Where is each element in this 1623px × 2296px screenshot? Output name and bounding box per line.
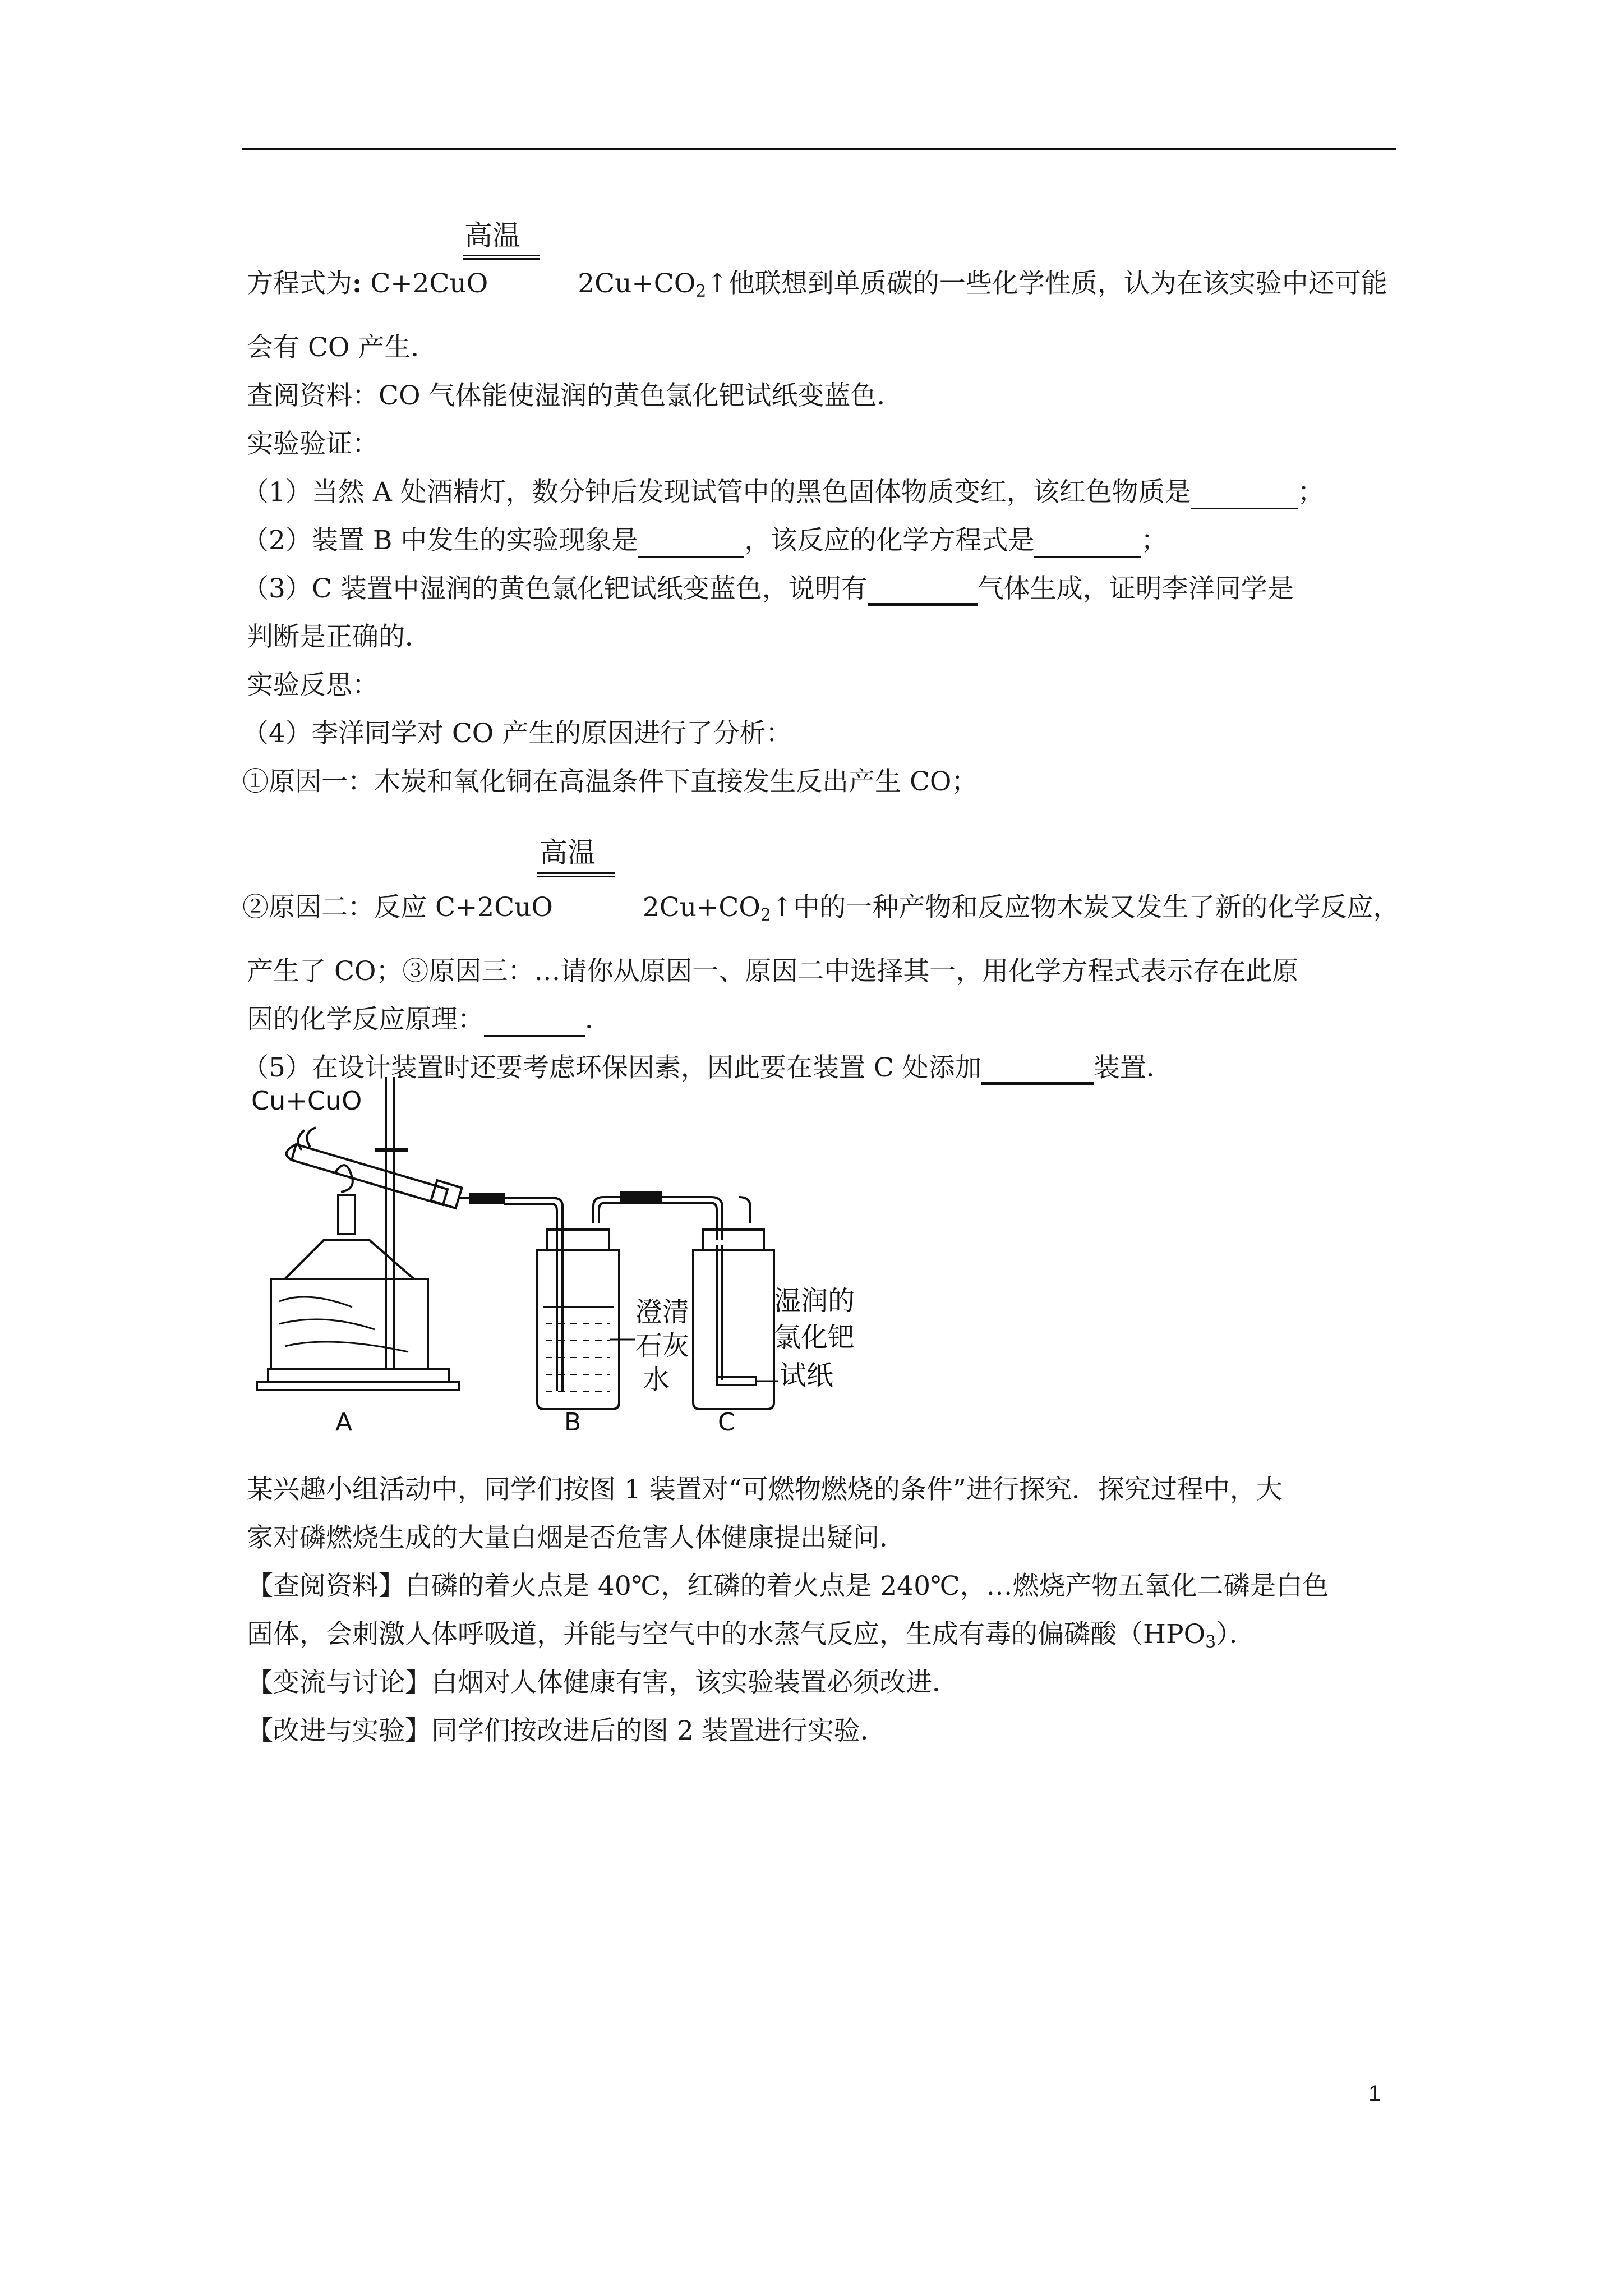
reason-2-pre: ②原因二：反应 C+2CuO	[242, 892, 553, 923]
section2-paragraph-1-line-2: 家对磷燃烧生成的大量白烟是否危害人体健康提出疑问．	[247, 1522, 906, 1553]
equation-line-1	[247, 267, 1387, 309]
answer-blank-2a[interactable]	[638, 530, 744, 558]
section2-p2-subscript: 3	[1205, 1632, 1216, 1652]
label-a: A	[335, 1408, 353, 1437]
bottle-b	[537, 1230, 635, 1409]
text-line-co: 会有 CO 产生．	[247, 332, 437, 363]
question-1-end: ；	[1297, 477, 1324, 508]
bottle-c-label-2: 氯化钯	[774, 1322, 855, 1353]
condition-label-2: 高温	[540, 836, 596, 869]
label-b: B	[564, 1408, 582, 1437]
page-number: 1	[1368, 2081, 1381, 2106]
question-5-text: （5）在设计装置时还要考虑环保因素，因此要在装置 C 处添加	[242, 1052, 981, 1083]
header-rule	[242, 148, 1396, 150]
question-2	[242, 524, 1167, 558]
question-1	[242, 476, 1324, 509]
equation-subscript: 2	[695, 282, 707, 301]
reason-2-subscript: 2	[760, 905, 771, 925]
answer-blank-4[interactable]	[484, 1009, 585, 1037]
section2-paragraph-2-line-1: 【查阅资料】白磷的着火点是 40℃，红磷的着火点是 240℃，…燃烧产物五氧化二磷是白色	[247, 1571, 1329, 1602]
equation-products: 2Cu+CO	[578, 268, 696, 299]
section2-paragraph-2-line-2	[247, 1618, 1256, 1659]
question-3-text: （3）C 装置中湿润的黄色氯化钯试纸变蓝色，说明有	[242, 573, 868, 604]
condition-bar-2	[537, 872, 615, 877]
bottle-c-label-3: 试纸	[780, 1360, 834, 1391]
question-2-end: ；	[1141, 525, 1168, 556]
reason-3-pre: 因的化学反应原理：	[247, 1004, 484, 1035]
question-4: （4）李洋同学对 CO 产生的原因进行了分析：	[242, 718, 792, 749]
apparatus-figure	[240, 1066, 879, 1447]
section2-paragraph-1-line-1: 某兴趣小组活动中，同学们按图 1 装置对“可燃物燃烧的条件”进行探究．探究过程中，大	[247, 1474, 1283, 1505]
text-line-reference: 查阅资料：CO 气体能使湿润的黄色氯化钯试纸变蓝色．	[247, 380, 903, 411]
question-1-text: （1）当然 A 处酒精灯，数分钟后发现试管中的黑色固体物质变红，该红色物质是	[242, 477, 1191, 508]
text-line-verify-heading: 实验验证：	[247, 429, 379, 459]
bottle-b-label-3: 水	[643, 1364, 670, 1395]
bottle-b-label-1: 澄清	[635, 1296, 690, 1328]
tubing	[459, 1193, 750, 1245]
reason-2-products: 2Cu+CO	[642, 892, 760, 923]
alcohol-lamp	[271, 1165, 428, 1369]
condition-bar-1	[463, 255, 540, 260]
bottle-b-label-2: 石灰	[635, 1330, 690, 1361]
reason-2-rest: ↑中的一种产物和反应物木炭又发生了新的化学反应，	[771, 892, 1400, 923]
equation-reactants: C+2CuO	[370, 268, 488, 299]
bottle-c	[693, 1230, 778, 1409]
reason-1: ①原因一：木炭和氧化铜在高温条件下直接发生反出产生 CO；	[242, 766, 978, 797]
equation-colon: :	[352, 268, 362, 299]
reason-3-end: ．	[585, 1004, 611, 1035]
section2-paragraph-3: 【变流与讨论】白烟对人体健康有害，该实验装置必须改进．	[247, 1667, 958, 1698]
condition-label-1: 高温	[464, 219, 520, 252]
label-c: C	[718, 1408, 735, 1437]
question-3	[242, 572, 1294, 606]
bottle-c-label-1: 湿润的	[774, 1285, 855, 1317]
figure-top-label: Cu+CuO	[251, 1085, 362, 1116]
reason-3-line-1: 产生了 CO；③原因三：…请你从原因一、原因二中选择其一，用化学方程式表示存在此原	[247, 956, 1299, 987]
section2-p2-end: ）．	[1216, 1619, 1256, 1650]
reason-3-line-2	[247, 1003, 611, 1037]
answer-blank-3[interactable]	[868, 577, 978, 606]
equation-prefix: 方程式为	[247, 268, 352, 299]
test-tube	[287, 1128, 462, 1208]
question-2-text: （2）装置 B 中发生的实验现象是	[242, 525, 638, 556]
question-5-end: 装置．	[1093, 1052, 1173, 1083]
answer-blank-5[interactable]	[981, 1056, 1094, 1085]
reflection-heading: 实验反思：	[247, 670, 379, 701]
question-3-line-2: 判断是正确的．	[247, 622, 431, 652]
question-3-end: 气体生成，证明李洋同学是	[977, 573, 1294, 604]
reason-2	[242, 891, 1399, 932]
section2-p2-pre: 固体，会刺激人体呼吸道，并能与空气中的水蒸气反应，生成有毒的偏磷酸（HPO	[247, 1619, 1206, 1650]
equation-rest: ↑他联想到单质碳的一些化学性质，认为在该实验中还可能	[706, 268, 1387, 299]
answer-blank-2b[interactable]	[1034, 530, 1141, 558]
answer-blank-1[interactable]	[1191, 482, 1298, 509]
question-2-mid: ，该反应的化学方程式是	[744, 525, 1035, 556]
section2-paragraph-4: 【改进与实验】同学们按改进后的图 2 装置进行实验．	[247, 1715, 887, 1746]
